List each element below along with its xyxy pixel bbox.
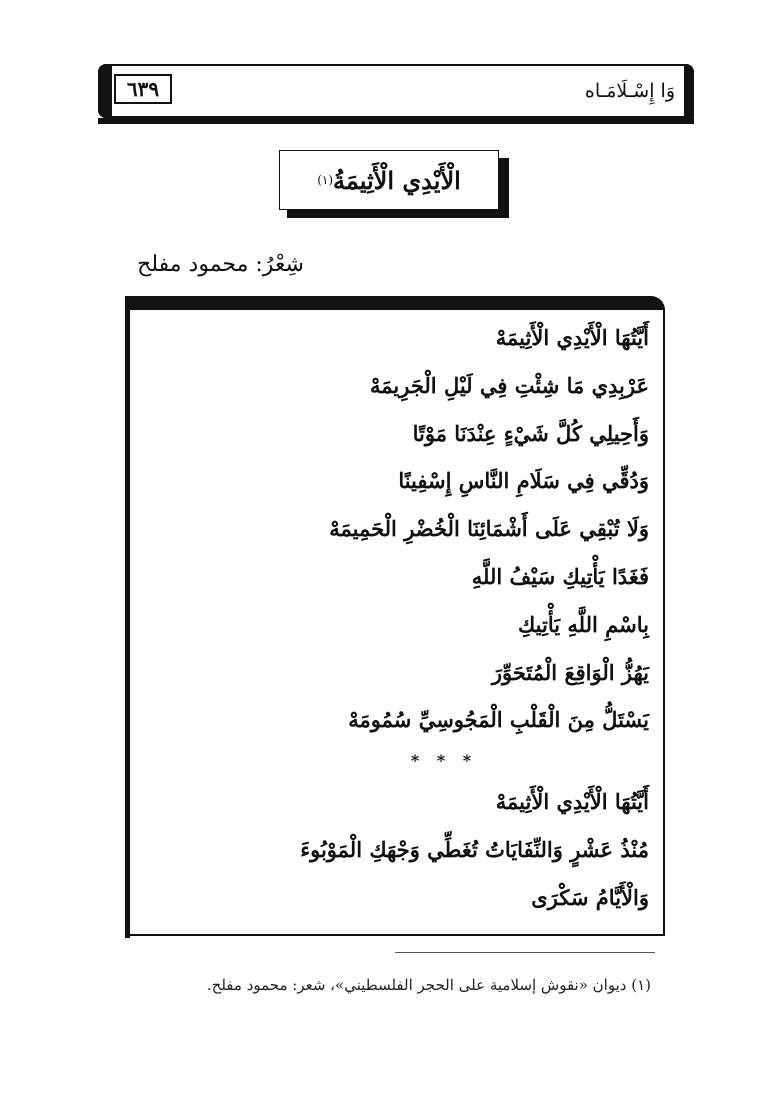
poem-line: وَلَا تُبْقِي عَلَى أَشْمَائِنَا الْخُضْرِ الْحَمِيمَهْ [329, 516, 649, 542]
poem-line: أَيَّتُهَا الْأَيْدِي الْأَثِيمَهْ [495, 325, 649, 350]
header-left-cap [98, 64, 112, 118]
poem-line: وَدُقِّي فِي سَلَامِ النَّاسِ إِسْفِينًا [398, 468, 649, 494]
running-head-title: وَا إِسْـلَامَـاه [584, 80, 675, 102]
poem-title-box [279, 150, 499, 210]
footnote: (١) ديوان «نقوش إسلامية على الحجر الفلسطيني»، شعر: محمود مفلح. [206, 976, 651, 994]
poem-title: الْأَيْدِي الْأَثِيمَةُ [333, 165, 461, 195]
poem-line: يَسْتَلُّ مِنَ الْقَلْبِ الْمَجُوسِيِّ سُمُومَهْ [348, 707, 649, 733]
poem-line: وَالْأَيَّامُ سَكْرَى [531, 884, 649, 910]
title-shadow-right [499, 158, 509, 218]
title-shadow-bottom [287, 210, 509, 218]
poem-line: مُنْذُ عَشْرٍ وَالنِّفَايَاتُ تُغَطِّي وَجْهَكِ الْمَوْبُوءَ [300, 836, 649, 862]
page-number: ٦٣٩ [114, 74, 172, 104]
poet-credit: شِعْرُ: محمود مفلح [137, 252, 304, 277]
poem-line: أَيَّتُهَا الْأَيْدِي الْأَثِيمَهْ [495, 789, 649, 815]
header-shadow-bar [98, 118, 694, 124]
poem-body [179, 314, 649, 922]
poem-line: وَأَحِيلِي كُلَّ شَيْءٍ عِنْدَنَا مَوْتًا [412, 420, 649, 446]
poem-line: عَرْبِدِي مَا شِئْتِ فِي لَيْلِ الْجَرِيمَهْ [370, 372, 649, 398]
stanza-separator: * * * [410, 751, 478, 771]
poem-line: فَغَدًا يَأْتِيكِ سَيْفُ اللَّهِ [471, 563, 649, 589]
poem-line: بِاسْمِ اللَّهِ يَأْتِيكِ [517, 611, 649, 637]
title-footnote-marker: (١) [317, 173, 334, 187]
poem-line: يَهُزُّ الْوَاقِعَ الْمُتَحَوِّرَ [491, 659, 649, 685]
footnote-divider [395, 952, 655, 953]
header-right-cap [684, 64, 694, 124]
